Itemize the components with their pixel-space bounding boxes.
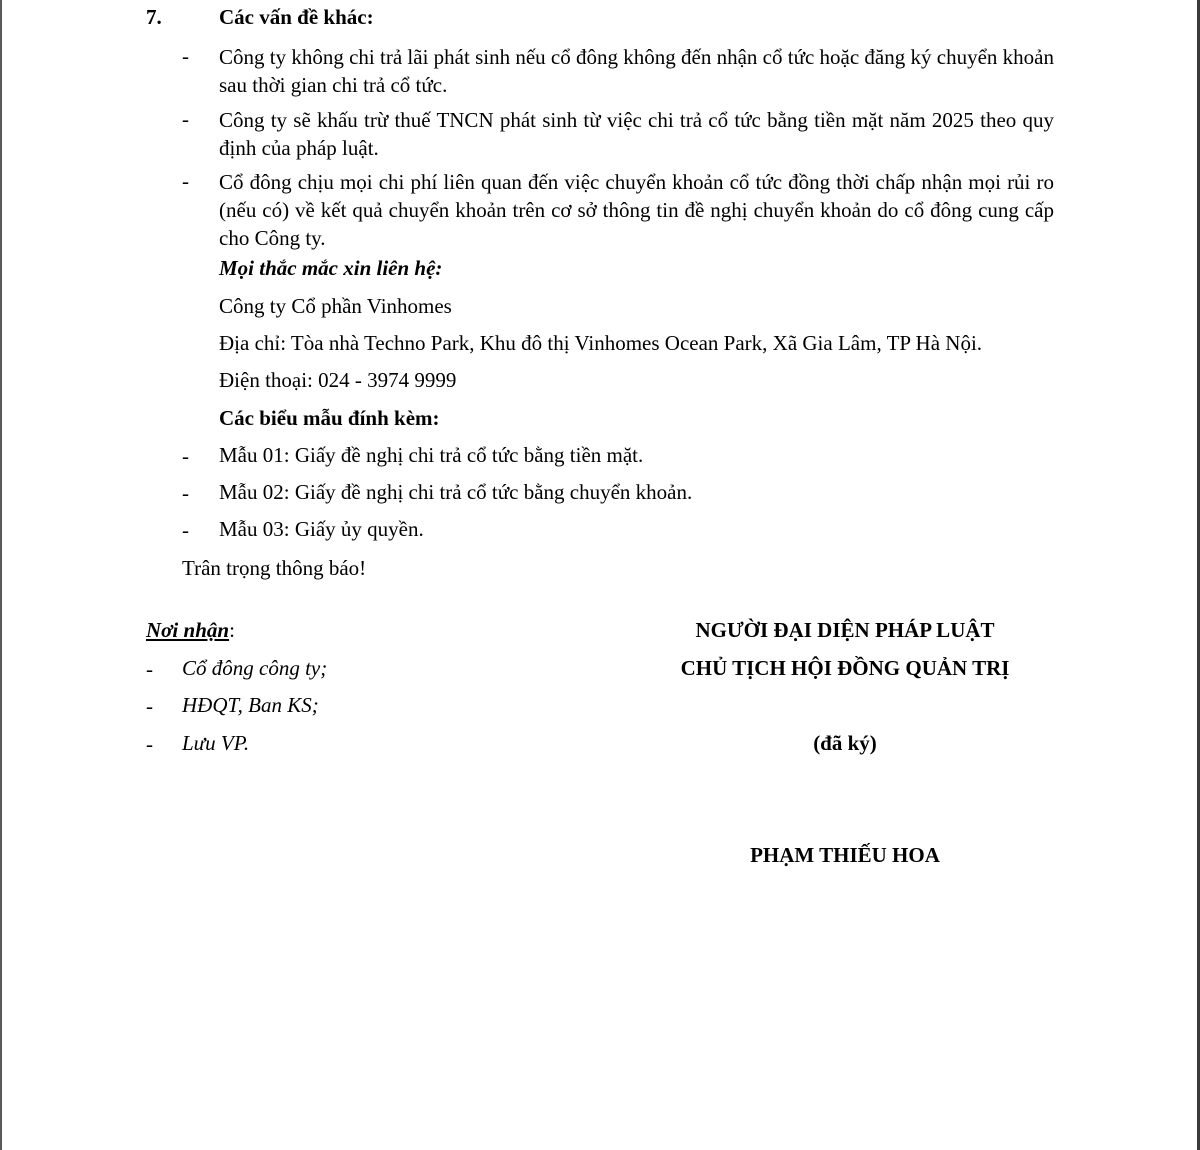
recipients-colon: : [229,618,235,642]
bullet-dash: - [146,732,153,756]
bullet-dash: - [182,169,189,193]
list-item: Cổ đông chịu mọi chi phí liên quan đến việc chuyển khoản cổ tức đồng thời chấp nhận mọi rủi ro (nếu có) về kết quả chuyển khoản trên cơ sở thông tin đề nghị chuyển khoản do cổ đông cung cấp cho Công ty. [219,170,1054,250]
recipients-heading-line [146,618,235,643]
attachment-form: Mẫu 02: Giấy đề nghị chi trả cổ tức bằng chuyển khoản. [219,480,693,504]
signatory-name: PHẠM THIẾU HOA [750,843,940,867]
attachments-heading: Các biểu mẫu đính kèm: [219,406,440,430]
bullet-dash: - [182,107,189,131]
contact-phone: Điện thoại: 024 - 3974 9999 [219,368,457,392]
recipients-heading: Nơi nhận [146,618,230,642]
list-item: Công ty không chi trả lãi phát sinh nếu cổ đông không đến nhận cổ tức hoặc đăng ký chuyển khoản sau thời gian chi trả cổ tức. [219,45,1054,97]
contact-company: Công ty Cổ phần Vinhomes [219,294,452,318]
contact-heading: Mọi thắc mắc xin liên hệ: [219,256,443,280]
attachment-form: Mẫu 01: Giấy đề nghị chi trả cổ tức bằng tiền mặt. [219,443,644,467]
bullet-dash: - [182,444,189,468]
closing-text: Trân trọng thông báo! [182,556,367,580]
section-number: 7. [146,5,162,29]
section-title: Các vấn đề khác: [219,5,374,29]
recipient-item: HĐQT, Ban KS; [182,693,319,717]
signature-signed: (đã ký) [813,731,877,755]
attachment-form: Mẫu 03: Giấy ủy quyền. [219,517,424,541]
recipient-item: Cổ đông công ty; [182,656,328,680]
bullet-dash: - [182,44,189,68]
list-item: Công ty sẽ khấu trừ thuế TNCN phát sinh từ việc chi trả cổ tức bằng tiền mặt năm 2025 theo quy định của pháp luật. [219,108,1054,160]
bullet-dash: - [146,657,153,681]
signature-title-line1: NGƯỜI ĐẠI DIỆN PHÁP LUẬT [695,618,995,642]
contact-address: Địa chỉ: Tòa nhà Techno Park, Khu đô thị Vinhomes Ocean Park, Xã Gia Lâm, TP Hà Nội. [219,331,983,355]
page-left-edge [0,0,2,1150]
signature-title-line2: CHỦ TỊCH HỘI ĐỒNG QUẢN TRỊ [680,656,1010,680]
bullet-dash: - [182,518,189,542]
recipient-item: Lưu VP. [182,731,250,755]
bullet-dash: - [182,481,189,505]
bullet-dash: - [146,694,153,718]
